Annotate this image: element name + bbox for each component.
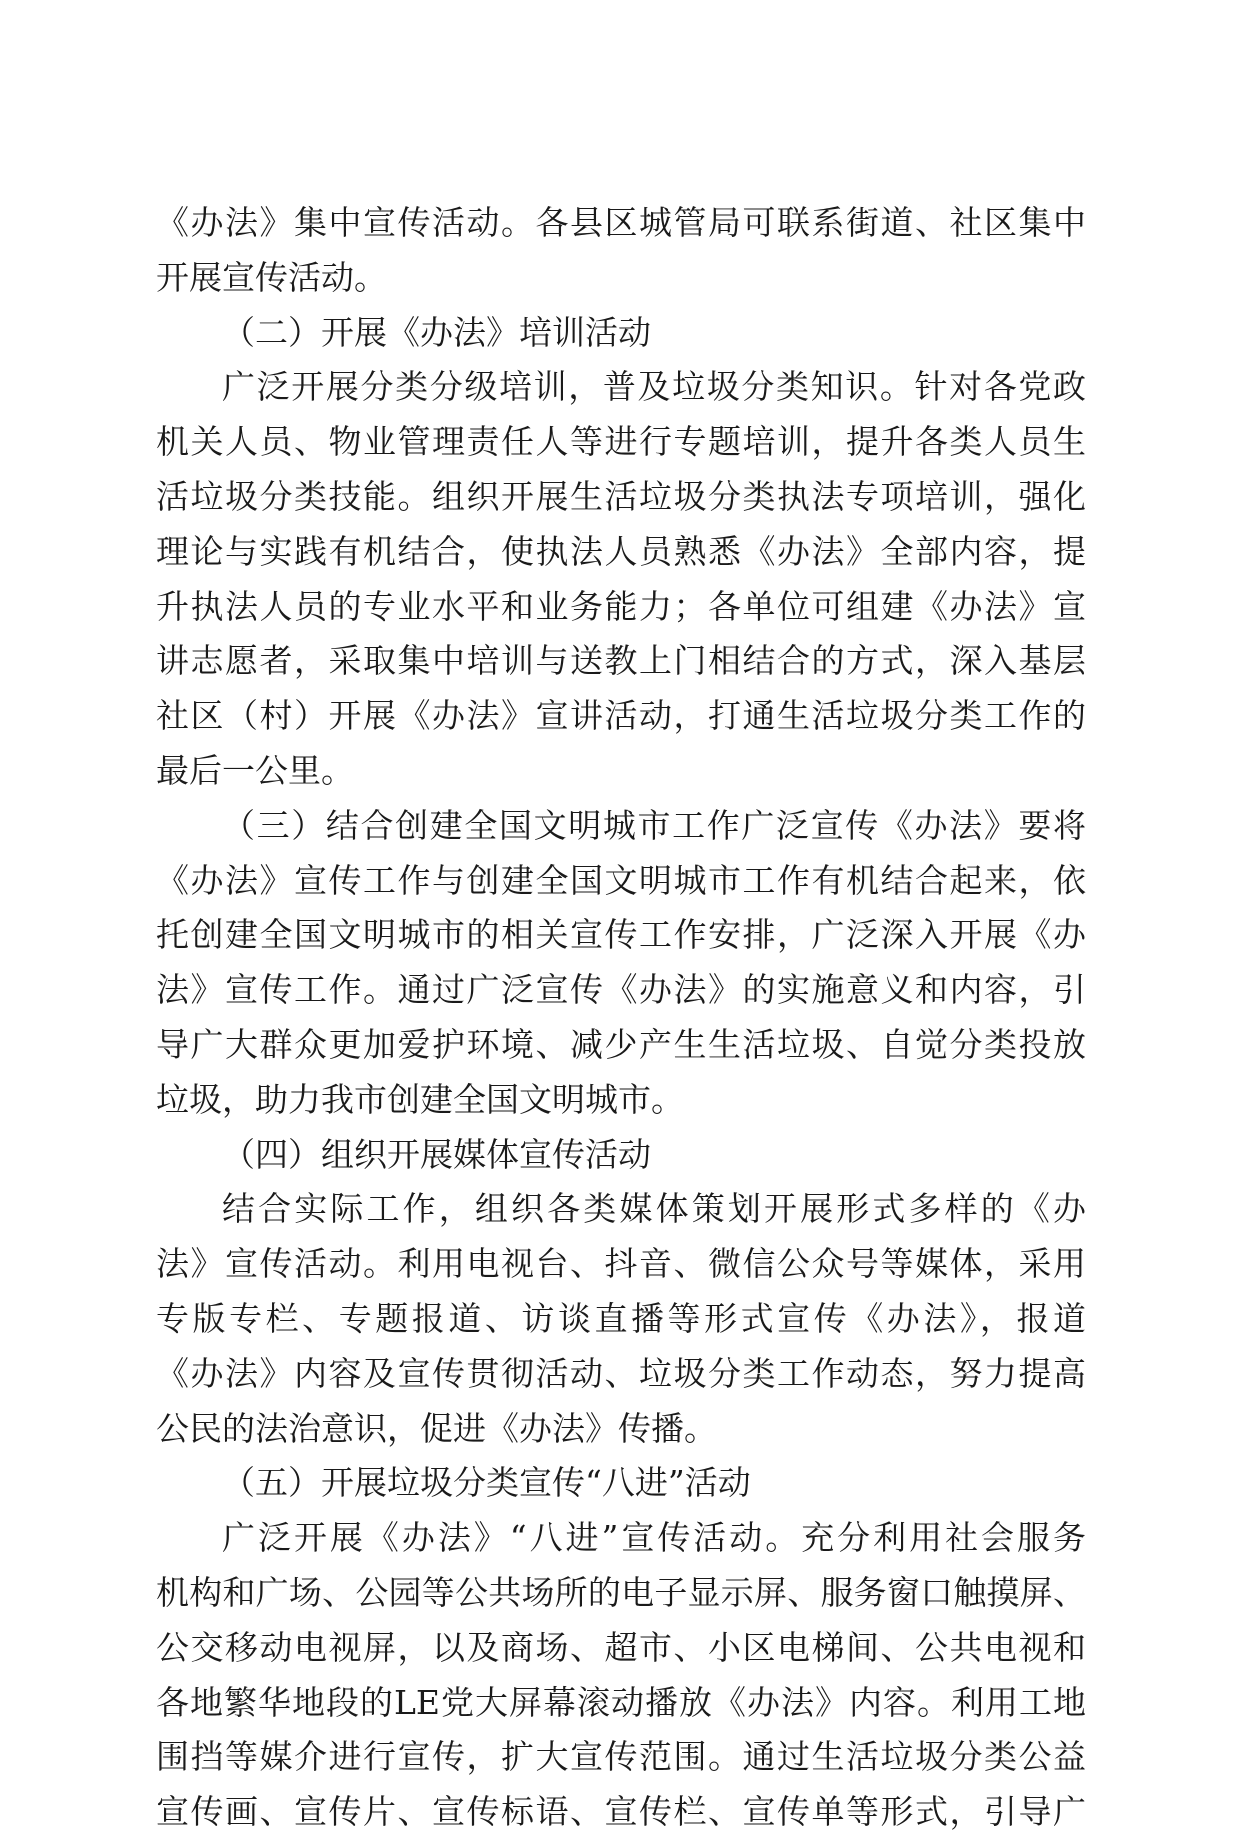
paragraph-line: 机关人员、物业管理责任人等进行专题培训，提升各类人员生 [156, 422, 1086, 462]
section-heading: （二）开展《办法》培训活动 [222, 312, 651, 352]
paragraph-line: 广泛开展《办法》“八进”宣传活动。充分利用社会服务 [222, 1518, 1086, 1558]
paragraph-line: 各地繁华地段的LE党大屏幕滚动播放《办法》内容。利用工地 [156, 1682, 1086, 1722]
paragraph-line: 垃圾，助力我市创建全国文明城市。 [156, 1079, 684, 1119]
paragraph-line: 结合实际工作，组织各类媒体策划开展形式多样的《办 [222, 1189, 1086, 1229]
paragraph-line: 社区（村）开展《办法》宣讲活动，打通生活垃圾分类工作的 [156, 696, 1086, 736]
paragraph-line: 《办法》集中宣传活动。各县区城管局可联系街道、社区集中 [156, 203, 1086, 242]
paragraph-line: 专版专栏、专题报道、访谈直播等形式宣传《办法》，报道 [156, 1298, 1086, 1338]
document-body [156, 196, 1086, 1840]
paragraph-line: 围挡等媒介进行宣传，扩大宣传范围。通过生活垃圾分类公益 [156, 1737, 1086, 1777]
paragraph-line: 最后一公里。 [156, 750, 354, 790]
paragraph-line: 开展宣传活动。 [156, 257, 387, 297]
paragraph-line: 升执法人员的专业水平和业务能力；各单位可组建《办法》宣 [156, 586, 1086, 626]
paragraph-line: 《办法》宣传工作与创建全国文明城市工作有机结合起来，依 [156, 860, 1086, 900]
paragraph-line: 法》宣传工作。通过广泛宣传《办法》的实施意义和内容，引 [156, 970, 1086, 1010]
paragraph-line: 讲志愿者，采取集中培训与送教上门相结合的方式，深入基层 [156, 641, 1086, 681]
paragraph-line: 宣传画、宣传片、宣传标语、宣传栏、宣传单等形式，引导广 [156, 1792, 1086, 1832]
section-heading: （三）结合创建全国文明城市工作广泛宣传《办法》要将 [222, 805, 1086, 845]
section-heading: （四）组织开展媒体宣传活动 [222, 1134, 651, 1174]
paragraph-line: 托创建全国文明城市的相关宣传工作安排，广泛深入开展《办 [156, 915, 1086, 955]
paragraph-line: 公民的法治意识，促进《办法》传播。 [156, 1408, 717, 1448]
paragraph-line: 公交移动电视屏，以及商场、超市、小区电梯间、公共电视和 [156, 1627, 1086, 1667]
paragraph-line: 理论与实践有机结合，使执法人员熟悉《办法》全部内容，提 [156, 531, 1086, 571]
section-heading: （五）开展垃圾分类宣传“八进”活动 [222, 1463, 751, 1503]
paragraph-line: 广泛开展分类分级培训，普及垃圾分类知识。针对各党政 [222, 367, 1086, 407]
paragraph-line: 活垃圾分类技能。组织开展生活垃圾分类执法专项培训，强化 [156, 476, 1086, 516]
paragraph-line: 导广大群众更加爱护环境、减少产生生活垃圾、自觉分类投放 [156, 1024, 1086, 1064]
paragraph-line: 《办法》内容及宣传贯彻活动、垃圾分类工作动态，努力提高 [156, 1353, 1086, 1393]
paragraph-line: 法》宣传活动。利用电视台、抖音、微信公众号等媒体，采用 [156, 1244, 1086, 1284]
paragraph-line: 机构和广场、公园等公共场所的电子显示屏、服务窗口触摸屏、 [156, 1572, 1086, 1612]
